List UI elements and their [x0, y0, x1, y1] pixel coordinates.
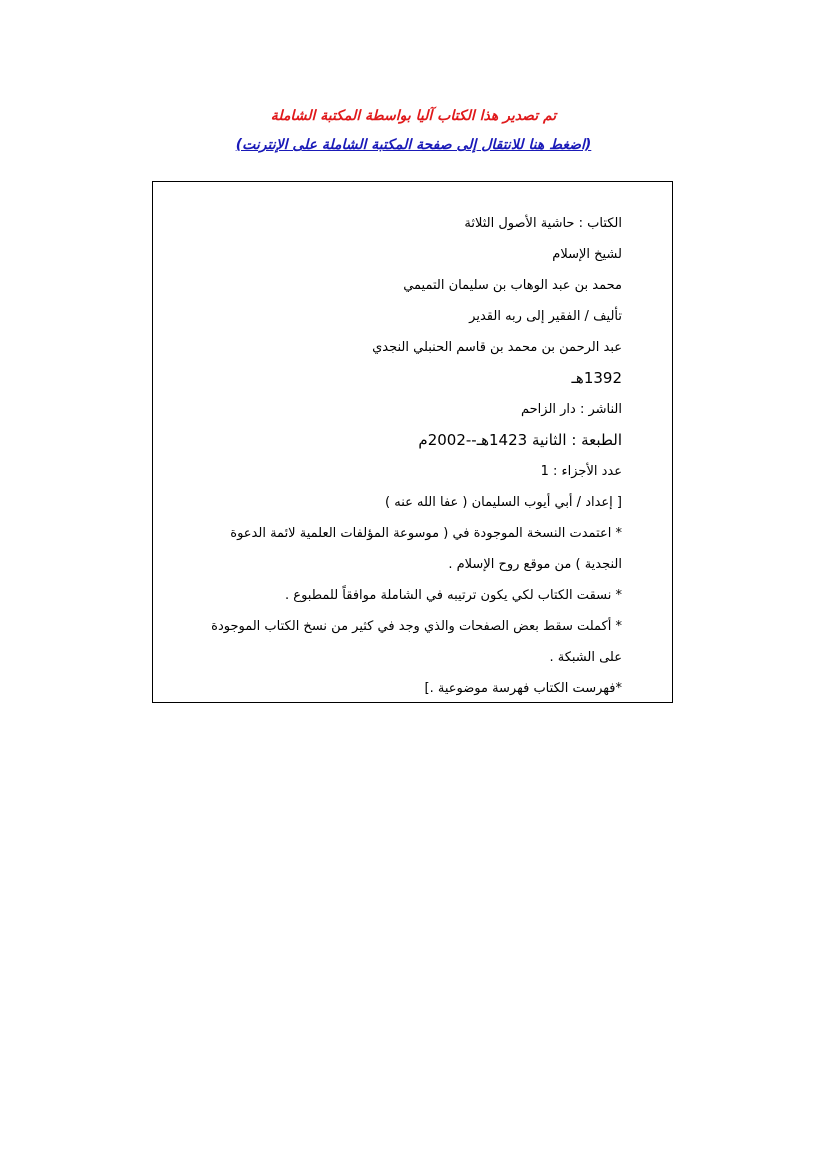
note-formatting-line: * نسقت الكتاب لكي يكون ترتيبه في الشاملة موافقاً للمطبوع .: [285, 588, 622, 603]
note-source-line: * اعتمدت النسخة الموجودة في ( موسوعة المؤلفات العلمية لائمة الدعوة: [230, 526, 622, 541]
note-completion-line: * أكملت سقط بعض الصفحات والذي وجد في كثير من نسخ الكتاب الموجودة: [211, 619, 622, 634]
for-sheikh-line: لشيخ الإسلام: [552, 247, 622, 262]
publisher-line: الناشر : دار الزاحم: [520, 402, 622, 417]
book-info-lines: [152, 208, 622, 704]
author-label: تأليف / الفقير إلى ربه القدير: [469, 309, 622, 324]
library-website-link[interactable]: (اضغط هنا للانتقال إلى صفحة المكتبة الشاملة على الإنترنت): [235, 137, 592, 153]
edition-line: الطبعة : الثانية 1423هـ--2002م: [418, 431, 622, 449]
sheikh-name: محمد بن عبد الوهاب بن سليمان التميمي: [403, 278, 622, 293]
note-index-line: *فهرست الكتاب فهرسة موضوعية .]: [424, 681, 622, 696]
book-info-box: [152, 181, 673, 703]
export-notice: تم تصدير هذا الكتاب آليا بواسطة المكتبة الشاملة: [270, 108, 557, 124]
parts-count-line: عدد الأجزاء : 1: [540, 464, 622, 479]
death-year: 1392هـ: [571, 369, 622, 387]
author-name: عبد الرحمن بن محمد بن قاسم الحنبلي النجدي: [372, 340, 622, 355]
note-source-continuation: النجدية ) من موقع روح الإسلام .: [448, 557, 622, 572]
note-completion-continuation: على الشبكة .: [549, 650, 622, 665]
prepared-by-line: [ إعداد / أبي أيوب السليمان ( عفا الله عنه ): [385, 495, 622, 510]
book-title: الكتاب : حاشية الأصول الثلاثة: [464, 216, 622, 231]
